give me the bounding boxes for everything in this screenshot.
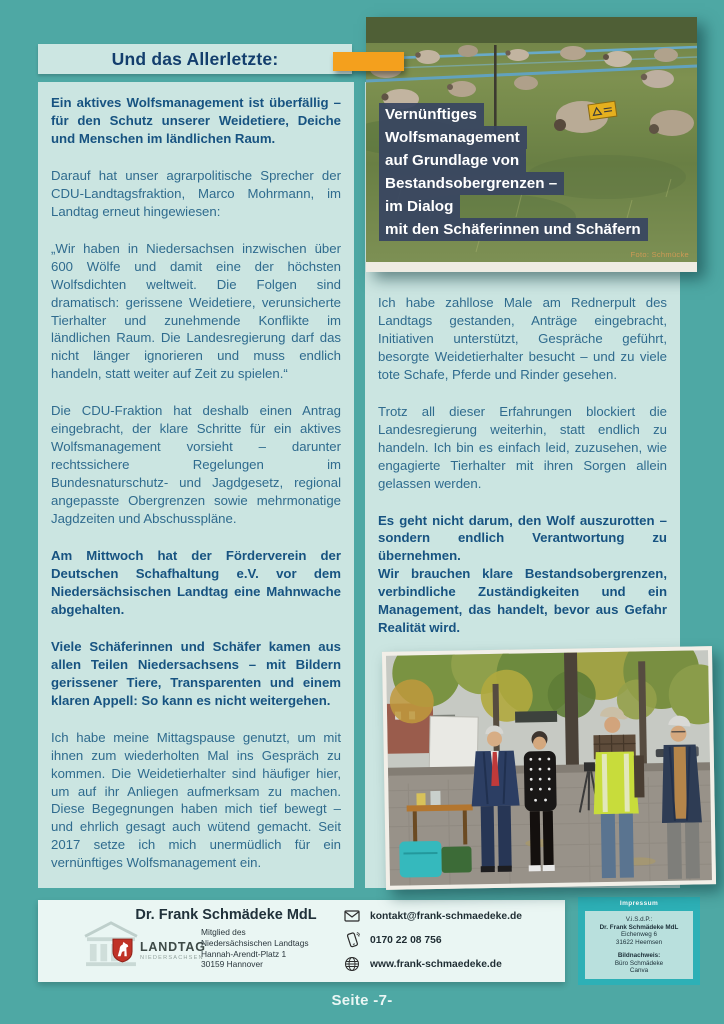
paragraph: Viele Schäferinnen und Schäfer kamen aus allen Teilen Niedersachsens – mit Bildern gerissener Tiere, Transparenten und einem klaren Appell: So kann es nicht weitergehen.	[51, 638, 341, 708]
footer-contact-card	[38, 900, 565, 982]
impressum-line: Bildnachweis:	[617, 951, 661, 959]
section-header	[38, 44, 352, 74]
contact-name: Dr. Frank Schmädeke MdL	[135, 907, 317, 923]
address-line: Hannah-Arendt-Platz 1	[201, 948, 287, 959]
photo-headline-overlay	[379, 103, 648, 241]
orange-accent-bar	[333, 52, 404, 71]
photo-credit: Foto: Schmücke	[630, 250, 689, 259]
contact-website[interactable]: www.frank-schmaedeke.de	[370, 958, 502, 970]
globe-icon	[344, 956, 360, 972]
address-line: Niedersächsischen Landtags	[201, 937, 309, 948]
impressum-line: Canva	[629, 967, 649, 975]
page-number: Seite -7-	[331, 992, 393, 1009]
smartphone-icon	[344, 932, 360, 948]
contact-website-row[interactable]	[344, 956, 502, 972]
photo-headline-line: mit den Schäferinnen und Schäfern	[379, 218, 648, 241]
paragraph: Ich habe zahllose Male am Rednerpult des Landtags gestanden, Anträge eingebracht, Initiativen unterstützt, Gespräche geführt, besorgte Weidetierhalter besucht – und zu viele tote Schafe, Pferde und Rinder gesehen.	[378, 295, 667, 382]
paragraph: Ich habe meine Mittagspause genutzt, um mit ihnen zum wiederholten Mal ins Gespräch zu kommen. Die Weidetierhalter sind häufiger hier, um auf ihr Anliegen aufmerksam zu machen. Diese Begegnungen haben mich tief bewegt – und ehrlich gesagt auch wütend gemacht. Seit 2017 setze ich mich unermüdlich für ein vernünftiges Wolfsmanagement ein.	[51, 729, 341, 871]
impressum-line: V.i.S.d.P.:	[625, 916, 653, 923]
landtag-wordmark: LANDTAG	[140, 940, 206, 954]
landtag-wordmark-sub: NIEDERSACHSEN	[140, 955, 204, 961]
mail-icon	[344, 908, 360, 924]
paragraph: „Wir haben in Niedersachsen inzwischen über 600 Wölfe und damit eine der höchsten Wolfsdichten weltweit. Die Folgen sind dramatisch: gerissene Weidetiere, verunsicherte Tierhalter und zunehmende Konflikte im ländlichen Raum. Die Landesregierung darf das nicht länger ignorieren und muss endlich handeln, statt weiter auf Zeit zu spielen.“	[51, 240, 341, 382]
impressum-panel	[585, 911, 693, 979]
photo-headline-line: Wolfsmanagement	[379, 126, 527, 149]
photo-headline-line: Vernünftiges	[379, 103, 484, 126]
paragraph: Am Mittwoch hat der Förderverein der Deutschen Schafhaltung e.V. vor dem Niedersächsischen Landtag eine Mahnwache abgehalten.	[51, 548, 341, 617]
paragraph: Ein aktives Wolfsmanagement ist überfällig – für den Schutz unserer Weidetiere, Deiche und Menschen im ländlichen Raum.	[51, 95, 341, 146]
contact-email-row[interactable]	[344, 908, 522, 924]
paragraph: Die CDU-Fraktion hat deshalb einen Antrag eingebracht, der klare Schritte für ein aktives Wolfsmanagement vorsieht – darunter rechtssichere Regelungen im Bundesnaturschutz- und Jagdgesetz, regional angepasste Obergrenzen sowie mehrmonatige Jagdzeiten und Abschusspläne.	[51, 403, 341, 527]
paragraph: Trotz all dieser Erfahrungen blockiert die Landesregierung weiterhin, statt endlich zu handeln. Ich bin es einfach leid, zuzusehen, wie engagierte Tierhalter mit ihren Sorgen allein gelassen werden.	[378, 403, 667, 491]
impressum-box	[578, 897, 700, 985]
photo-headline-line: Bestandsobergrenzen –	[379, 172, 564, 195]
paragraph: Es geht nicht darum, den Wolf auszurotten – sondern endlich Verantwortung zu übernehmen.	[378, 512, 667, 564]
contact-phone: 0170 22 08 756	[370, 934, 442, 946]
paragraph: Wir brauchen klare Bestandsobergrenzen, verbindliche Zuständigkeiten und ein Management, das handelt, bevor aus Gefahr Realität wird.	[378, 566, 667, 636]
impressum-line: Eichenweg 6	[620, 931, 658, 939]
contact-email[interactable]: kontakt@frank-schmaedeke.de	[370, 910, 522, 922]
impressum-line: 31622 Heemsen	[615, 939, 663, 947]
photo-headline-line: im Dialog	[379, 195, 460, 218]
address-line: 30159 Hannover	[201, 959, 263, 970]
sheep-pasture-photo	[366, 17, 697, 272]
paragraph: Darauf hat unser agrarpolitische Sprecher der CDU-Landtagsfraktion, Marco Mohrmann, im Landtag erneut hingewiesen:	[51, 167, 341, 219]
section-title: Und das Allerletzte:	[111, 48, 279, 69]
address-line: Mitglied des	[201, 927, 246, 937]
street-conversation-illustration	[386, 650, 712, 886]
left-text-column	[38, 82, 354, 888]
street-conversation-photo	[382, 646, 716, 890]
contact-address	[201, 927, 309, 970]
contact-phone-row	[344, 932, 442, 948]
impressum-line: Büro Schmädeke	[614, 959, 664, 967]
lower-saxony-shield-icon	[112, 938, 133, 963]
impressum-line: Dr. Frank Schmädeke MdL	[599, 923, 679, 931]
impressum-title: Impressum	[619, 900, 659, 907]
photo-headline-line: auf Grundlage von	[379, 149, 526, 172]
